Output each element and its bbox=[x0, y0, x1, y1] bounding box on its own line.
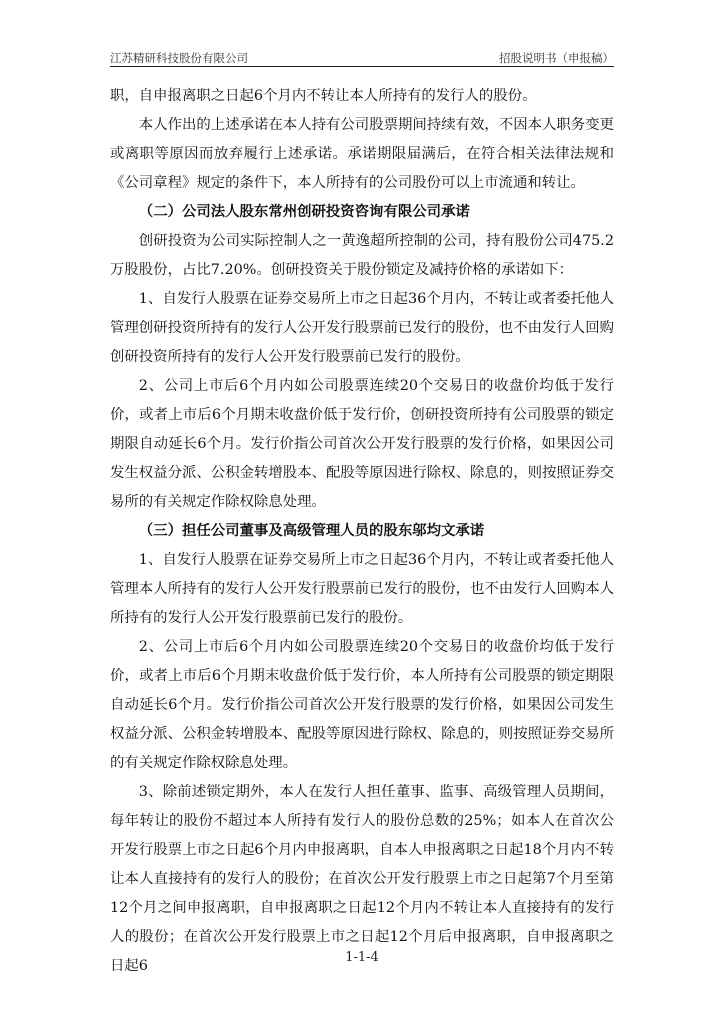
paragraph-wu-item-1: 1、自发行人股票在证券交易所上市之日起36个月内，不转让或者委托他人管理本人所持有的发行人公开发行股票前已发行的股份，也不由发行人回购本人所持有的发行人公开发行股票前已发行的股份。 bbox=[110, 552, 614, 626]
paragraph-wu-item-2: 2、公司上市后6个月内如公司股票连续20个交易日的收盘价均低于发行价，或者上市后6个月期末收盘价低于发行价，本人所持有公司股票的锁定期限自动延长6个月。发行价指公司首次公开发行股票的发行价格，如果因公司发生权益分派、公积金转增股本、配股等原因进行除权、除息的，则按照证券交易所的有关规定作除权除息处理。 bbox=[110, 639, 614, 771]
paragraph-chuangyan-item-1: 1、自发行人股票在证券交易所上市之日起36个月内，不转让或者委托他人管理创研投资所持有的发行人公开发行股票前已发行的股份，也不由发行人回购创研投资所持有的发行人公开发行股票前已发行的股份。 bbox=[110, 291, 614, 365]
header-company-name: 江苏精研科技股份有限公司 bbox=[110, 51, 248, 65]
page-number: 1-1-4 bbox=[345, 950, 379, 965]
section-heading-2: （二）公司法人股东常州创研投资咨询有限公司承诺 bbox=[138, 204, 470, 220]
paragraph-continuation: 职，自申报离职之日起6个月内不转让本人所持有的发行人的股份。 bbox=[110, 88, 537, 104]
header-document-type: 招股说明书（申报稿） bbox=[499, 51, 614, 65]
paragraph-commitment-validity: 本人作出的上述承诺在本人持有公司股票期间持续有效，不因本人职务变更或离职等原因而放弃履行上述承诺。承诺期限届满后，在符合相关法律法规和《公司章程》规定的条件下，本人所持有的公司股份可以上市流通和转让。 bbox=[110, 117, 614, 191]
section-heading-3: （三）担任公司董事及高级管理人员的股东邬均文承诺 bbox=[138, 523, 485, 539]
paragraph-chuangyan-item-2: 2、公司上市后6个月内如公司股票连续20个交易日的收盘价均低于发行价，或者上市后6个月期末收盘价低于发行价，创研投资所持有公司股票的锁定期限自动延长6个月。发行价指公司首次公开发行股票的发行价格，如果因公司发生权益分派、公积金转增股本、配股等原因进行除权、除息的，则按照证券交易所的有关规定作除权除息处理。 bbox=[110, 378, 614, 510]
page-header bbox=[110, 48, 614, 67]
paragraph-wu-item-3: 3、除前述锁定期外，本人在发行人担任董事、监事、高级管理人员期间，每年转让的股份不超过本人所持有发行人的股份总数的25%；如本人在首次公开发行股票上市之日起6个月内申报离职，自本人申报离职之日起18个月内不转让本人直接持有的发行人的股份；在首次公开发行股票上市之日起第7个月至第12个月之间申报离职，自申报离职之日起12个月内不转让本人直接持有的发行人的股份；在首次公开发行股票上市之日起12个月后申报离职，自申报离职之日起6 bbox=[110, 784, 614, 974]
paragraph-chuangyan-intro: 创研投资为公司实际控制人之一黄逸超所控制的公司，持有股份公司475.2万股股份，占比7.20%。创研投资关于股份锁定及减持价格的承诺如下： bbox=[110, 233, 614, 278]
document-body bbox=[110, 82, 614, 981]
